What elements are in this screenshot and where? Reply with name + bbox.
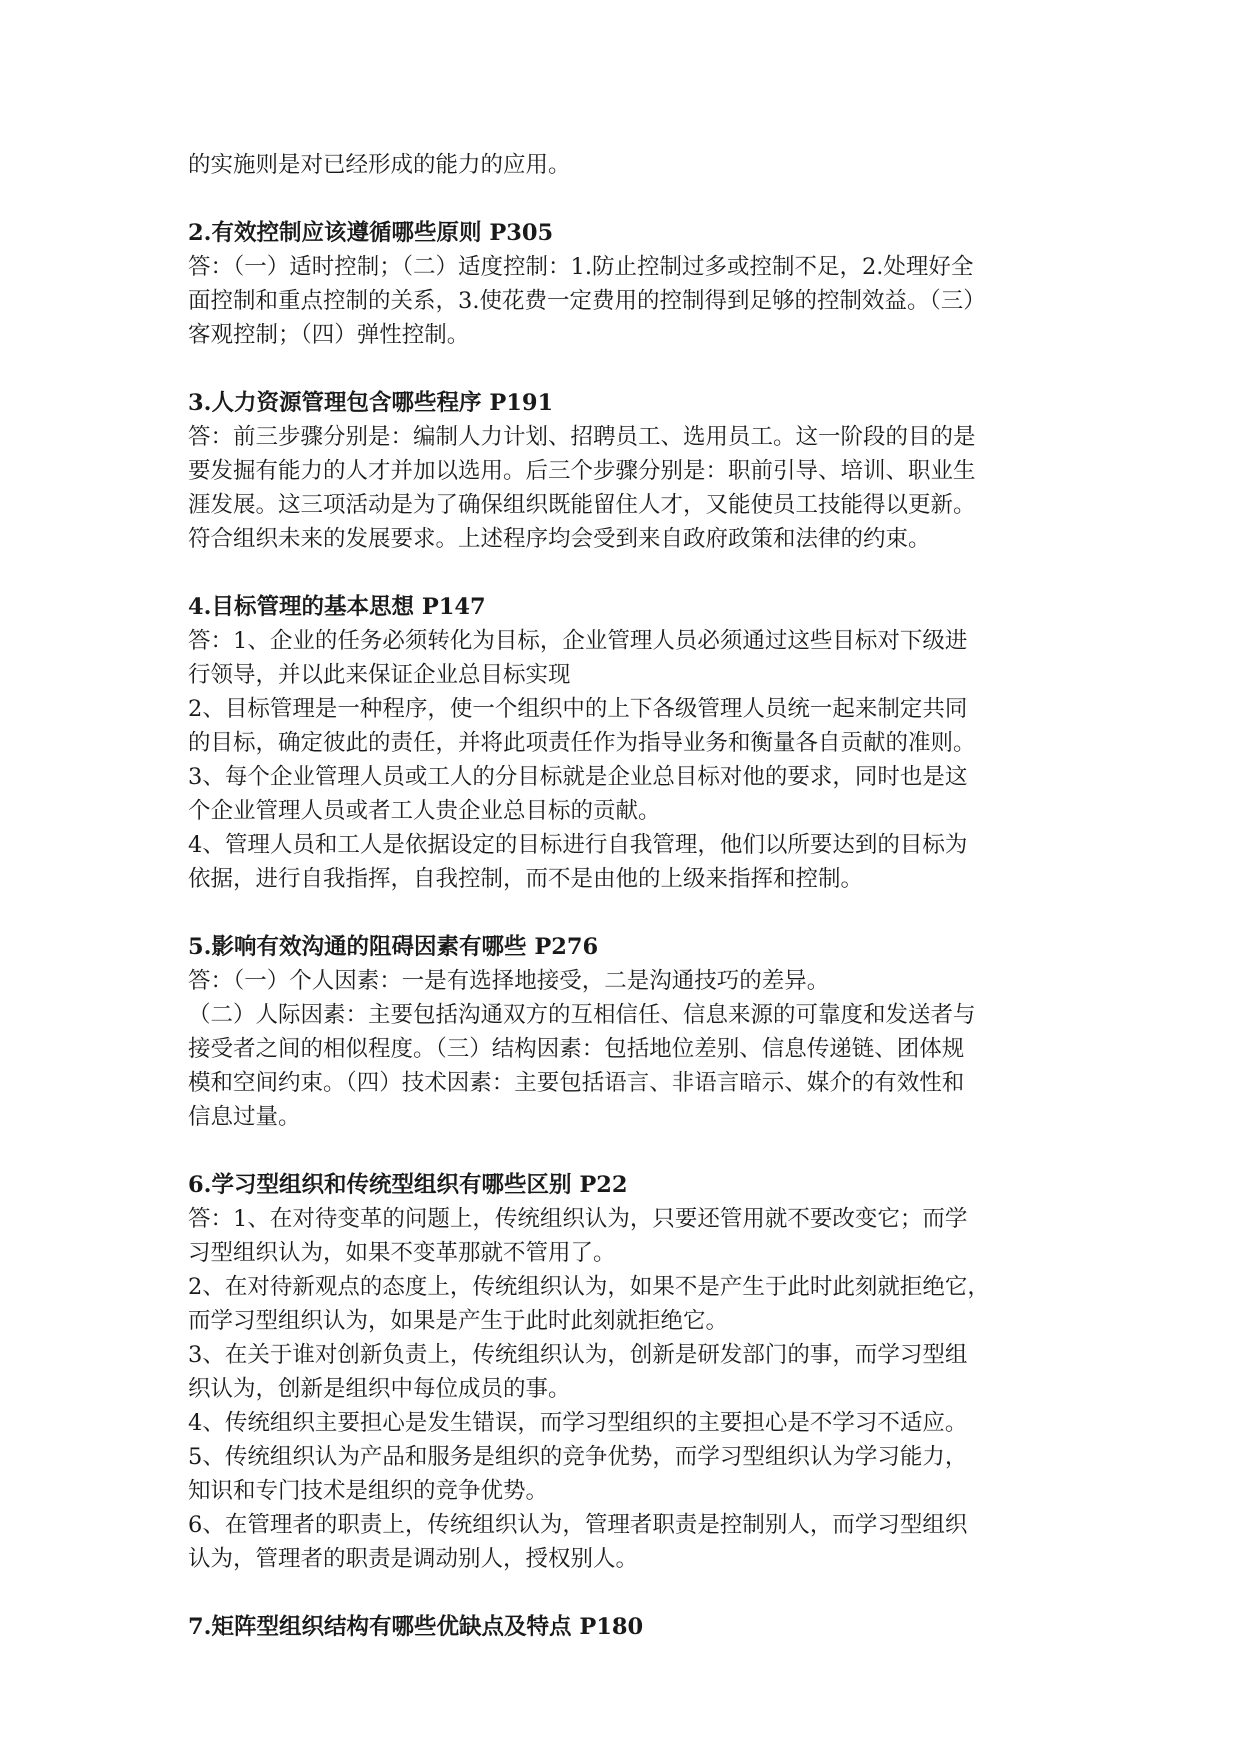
paragraph-gap: [188, 896, 1068, 930]
text-line: 6、在管理者的职责上，传统组织认为，管理者职责是控制别人，而学习型组织: [188, 1512, 968, 1538]
text-line: 行领导，并以此来保证企业总目标实现: [188, 662, 571, 688]
text-line: 客观控制；（四）弹性控制。: [188, 322, 470, 348]
text-line: 5、传统组织认为产品和服务是组织的竞争优势，而学习型组织认为学习能力，: [188, 1444, 968, 1470]
text-line: 2、在对待新观点的态度上，传统组织认为，如果不是产生于此时此刻就拒绝它，: [188, 1274, 990, 1300]
text-line: 2、目标管理是一种程序，使一个组织中的上下各级管理人员统一起来制定共同: [188, 696, 968, 722]
text-line: 答：1、在对待变革的问题上，传统组织认为，只要还管用就不要改变它；而学: [188, 1206, 968, 1232]
text-line: 答：1、企业的任务必须转化为目标，企业管理人员必须通过这些目标对下级进: [188, 628, 968, 654]
paragraph-gap: [188, 1576, 1068, 1610]
document-body: [188, 148, 1068, 1644]
text-line: 4、传统组织主要担心是发生错误，而学习型组织的主要担心是不学习不适应。: [188, 1410, 968, 1436]
paragraph-gap: [188, 1134, 1068, 1168]
text-line: 4、管理人员和工人是依据设定的目标进行自我管理，他们以所要达到的目标为: [188, 832, 968, 858]
text-line: 的目标，确定彼此的责任，并将此项责任作为指导业务和衡量各自贡献的准则。: [188, 730, 976, 756]
intro-paragraph: [188, 148, 1068, 182]
text-line: 答：（一）个人因素：一是有选择地接受，二是沟通技巧的差异。: [188, 968, 830, 994]
text-line: 3、每个企业管理人员或工人的分目标就是企业总目标对他的要求，同时也是这: [188, 764, 968, 790]
text-line: （二）人际因素：主要包括沟通双方的互相信任、信息来源的可靠度和发送者与: [188, 1002, 976, 1028]
text-line: 答：（一）适时控制；（二）适度控制：1.防止控制过多或控制不足，2.处理好全: [188, 254, 974, 280]
text-line: 习型组织认为，如果不变革那就不管用了。: [188, 1240, 616, 1266]
section-heading: 7.矩阵型组织结构有哪些优缺点及特点 P180: [188, 1614, 644, 1640]
text-line: 而学习型组织认为，如果是产生于此时此刻就拒绝它。: [188, 1308, 729, 1334]
section-heading: 2.有效控制应该遵循哪些原则 P305: [188, 220, 554, 246]
text-line: 接受者之间的相似程度。（三）结构因素：包括地位差别、信息传递链、团体规: [188, 1036, 965, 1062]
section-mbo-ideas: [188, 590, 1068, 896]
text-line: 答：前三步骤分别是：编制人力计划、招聘员工、选用员工。这一阶段的目的是: [188, 424, 976, 450]
text-line: 符合组织未来的发展要求。上述程序均会受到来自政府政策和法律的约束。: [188, 526, 931, 552]
paragraph-gap: [188, 182, 1068, 216]
text-line: 织认为，创新是组织中每位成员的事。: [188, 1376, 571, 1402]
section-learning-organization: [188, 1168, 1068, 1576]
section-heading: 3.人力资源管理包含哪些程序 P191: [188, 390, 554, 416]
text-line: 3、在关于谁对创新负责上，传统组织认为，创新是研发部门的事，而学习型组: [188, 1342, 968, 1368]
section-heading: 6.学习型组织和传统型组织有哪些区别 P22: [188, 1172, 628, 1198]
text-line: 涯发展。这三项活动是为了确保组织既能留住人才，又能使员工技能得以更新。: [188, 492, 976, 518]
text-line: 个企业管理人员或者工人贵企业总目标的贡献。: [188, 798, 661, 824]
text-line: 依据，进行自我指挥，自我控制，而不是由他的上级来指挥和控制。: [188, 866, 864, 892]
text-line: 面控制和重点控制的关系，3.使花费一定费用的控制得到足够的控制效益。（三）: [188, 288, 986, 314]
text-line: 信息过量。: [188, 1104, 301, 1130]
text-line: 模和空间约束。（四）技术因素：主要包括语言、非语言暗示、媒介的有效性和: [188, 1070, 965, 1096]
section-heading: 5.影响有效沟通的阻碍因素有哪些 P276: [188, 934, 599, 960]
section-hr-procedures: [188, 386, 1068, 556]
paragraph-gap: [188, 352, 1068, 386]
section-matrix-structure: [188, 1610, 1068, 1644]
section-communication-barriers: [188, 930, 1068, 1134]
text-line: 要发掘有能力的人才并加以选用。后三个步骤分别是：职前引导、培训、职业生: [188, 458, 976, 484]
text-line: 知识和专门技术是组织的竞争优势。: [188, 1478, 549, 1504]
text-line: 认为，管理者的职责是调动别人，授权别人。: [188, 1546, 639, 1572]
paragraph-gap: [188, 556, 1068, 590]
section-heading: 4.目标管理的基本思想 P147: [188, 594, 486, 620]
text-line: 的实施则是对已经形成的能力的应用。: [188, 152, 571, 178]
section-effective-control: [188, 216, 1068, 352]
